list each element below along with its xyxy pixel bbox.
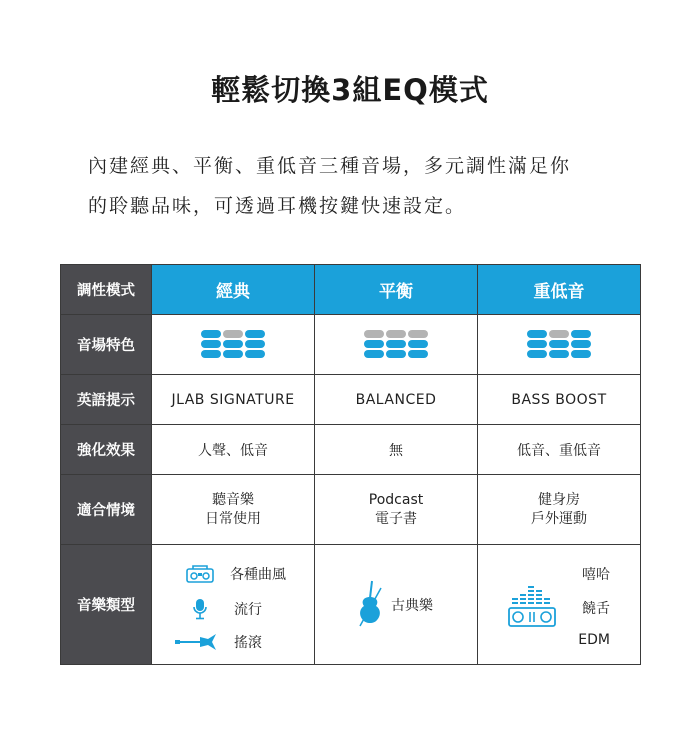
scenario-line: 健身房 <box>538 491 580 508</box>
genre-label: EDM <box>578 631 610 648</box>
enhance-balanced: 無 <box>315 425 478 475</box>
genre-label: 饒舌 <box>582 600 610 617</box>
row-mode <box>61 265 641 315</box>
scenario-classic <box>152 475 315 545</box>
intro-line-2: 的聆聽品味，可透過耳機按鍵快速設定。 <box>88 195 467 217</box>
column-header-classic: 經典 <box>152 265 315 315</box>
eq-pill <box>527 340 547 348</box>
eq-pill <box>571 350 591 358</box>
microphone-icon <box>192 598 208 620</box>
row-scenario <box>61 475 641 545</box>
eq-pill <box>386 330 406 338</box>
scenario-line: 電子書 <box>375 510 417 527</box>
row-genre <box>61 545 641 665</box>
eq-pill <box>408 350 428 358</box>
genre-bass <box>478 545 641 665</box>
page-title: 輕鬆切換3組EQ模式 <box>211 73 489 107</box>
genre-label: 流行 <box>234 601 262 618</box>
eq-pill <box>364 350 384 358</box>
intro-line-1: 內建經典、平衡、重低音三種音場，多元調性滿足你 <box>88 155 572 177</box>
scenario-line: 日常使用 <box>205 510 261 527</box>
boombox-icon <box>186 565 214 583</box>
eq-pill <box>201 350 221 358</box>
enhance-bass: 低音、重低音 <box>478 425 641 475</box>
genre-classic <box>152 545 315 665</box>
eq-pill <box>549 340 569 348</box>
eq-pill <box>201 340 221 348</box>
row-header-genre: 音樂類型 <box>61 545 152 665</box>
eq-pill <box>386 350 406 358</box>
eq-pill <box>549 330 569 338</box>
genre-item <box>582 598 610 618</box>
scenario-line: 聽音樂 <box>212 491 254 508</box>
row-enhance <box>61 425 641 475</box>
electric-guitar-icon <box>174 633 218 651</box>
enhance-classic: 人聲、低音 <box>152 425 315 475</box>
genre-item <box>174 632 262 652</box>
row-header-scenario: 適合情境 <box>61 475 152 545</box>
scenario-line: Podcast <box>368 491 424 508</box>
row-sound-feature <box>61 315 641 375</box>
scenario-bass <box>478 475 641 545</box>
eq-pill <box>364 330 384 338</box>
violin-icon <box>357 580 383 630</box>
eq-mode-table <box>60 264 641 665</box>
eq-pattern-icon <box>527 328 591 360</box>
sound-pattern-bass <box>478 315 641 375</box>
genre-balanced <box>315 545 478 665</box>
eq-pill <box>549 350 569 358</box>
dj-equalizer-icon <box>508 584 556 628</box>
eq-pill <box>201 330 221 338</box>
scenario-balanced <box>315 475 478 545</box>
eq-pill <box>571 330 591 338</box>
genre-item <box>578 632 610 648</box>
column-header-balanced: 平衡 <box>315 265 478 315</box>
genre-label: 搖滾 <box>234 634 262 651</box>
eq-pill <box>527 350 547 358</box>
eq-pill <box>364 340 384 348</box>
column-header-bass: 重低音 <box>478 265 641 315</box>
genre-item <box>357 580 433 630</box>
eq-pattern-icon <box>364 328 428 360</box>
eq-pill <box>527 330 547 338</box>
eq-pill <box>408 340 428 348</box>
eq-pattern-icon <box>201 328 265 360</box>
eq-pill <box>223 350 243 358</box>
genre-label: 各種曲風 <box>230 566 286 583</box>
eq-pill <box>223 340 243 348</box>
row-header-enhance: 強化效果 <box>61 425 152 475</box>
english-prompt-classic: JLAB SIGNATURE <box>152 375 315 425</box>
eq-pill <box>408 330 428 338</box>
eq-pill <box>386 340 406 348</box>
intro-text <box>88 146 648 226</box>
row-header-mode: 調性模式 <box>61 265 152 315</box>
eq-pill <box>571 340 591 348</box>
genre-label: 古典樂 <box>391 597 433 614</box>
genre-label: 嘻哈 <box>582 566 610 583</box>
genre-item <box>192 598 262 620</box>
english-prompt-bass: BASS BOOST <box>478 375 641 425</box>
english-prompt-balanced: BALANCED <box>315 375 478 425</box>
row-header-english-prompt: 英語提示 <box>61 375 152 425</box>
eq-pill <box>223 330 243 338</box>
eq-pill <box>245 340 265 348</box>
eq-pill <box>245 350 265 358</box>
sound-pattern-balanced <box>315 315 478 375</box>
scenario-line: 戶外運動 <box>531 510 587 527</box>
genre-item <box>186 564 286 584</box>
genre-item <box>582 564 610 584</box>
eq-pill <box>245 330 265 338</box>
sound-pattern-classic <box>152 315 315 375</box>
row-english-prompt <box>61 375 641 425</box>
row-header-sound-feature: 音場特色 <box>61 315 152 375</box>
